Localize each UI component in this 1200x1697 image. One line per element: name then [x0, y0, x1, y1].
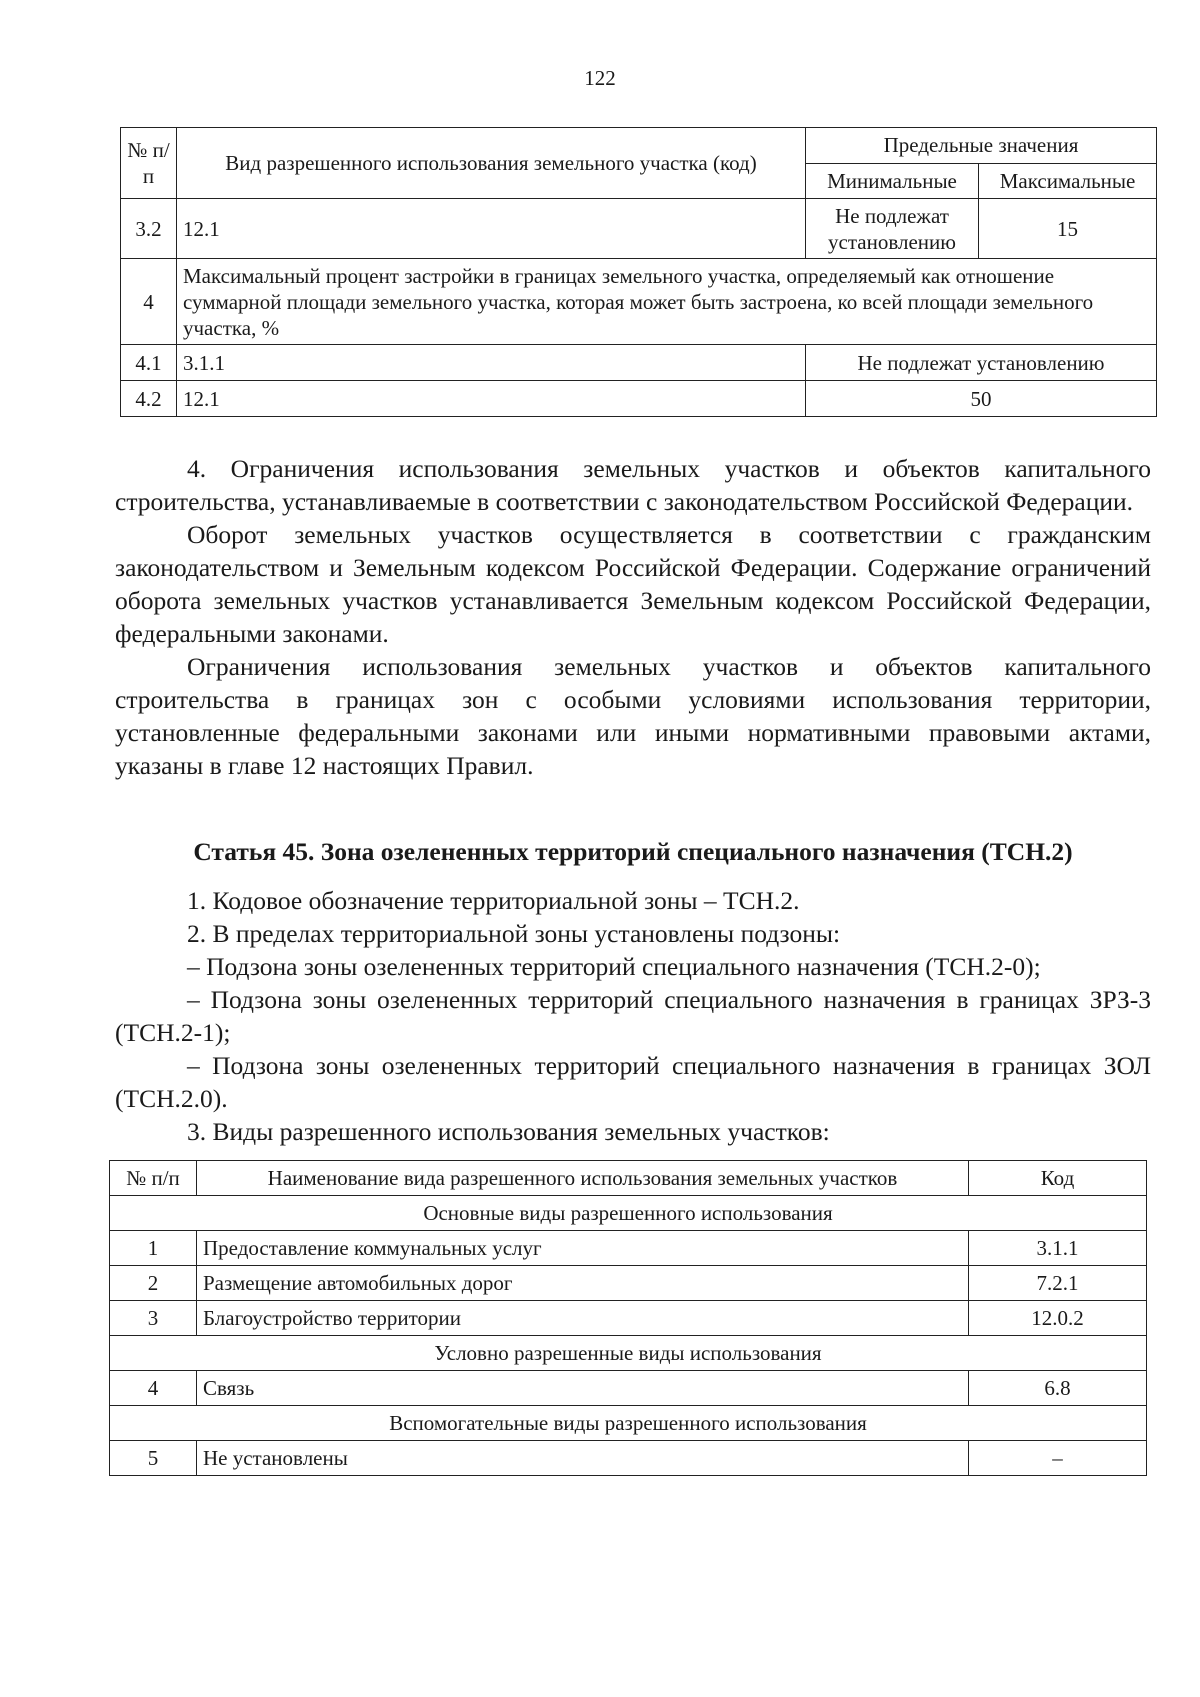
- header-name: Наименование вида разрешенного использования земельных участков: [197, 1161, 969, 1196]
- row-code: 7.2.1: [969, 1266, 1147, 1301]
- article-heading: Статья 45. Зона озелененных территорий специального назначения (ТСН.2): [193, 837, 1073, 866]
- table-row: [110, 1266, 1147, 1301]
- list-item: – Подзона зоны озелененных территорий специального назначения в границах ЗРЗ-3 (ТСН.2-1);: [115, 985, 1151, 1047]
- paragraph: Оборот земельных участков осуществляется в соответствии с гражданским законодательством и Земельным кодексом Российской Федерации. Содержание ограничений оборота земельных участков устанавливается Земельным кодексом Российской Федерации, федеральными законами.: [115, 520, 1151, 648]
- list-item: 1. Кодовое обозначение территориальной зоны – ТСН.2.: [187, 886, 800, 915]
- row-num: 2: [110, 1266, 197, 1301]
- row-name: Предоставление коммунальных услуг: [197, 1231, 969, 1266]
- row-num: 5: [110, 1441, 197, 1476]
- row-code: 12.1: [177, 199, 806, 259]
- list-item: – Подзона зоны озелененных территорий специального назначения (ТСН.2-0);: [187, 952, 1041, 981]
- section-conditional: Условно разрешенные виды использования: [110, 1336, 1147, 1371]
- row-code: 12.0.2: [969, 1301, 1147, 1336]
- header-num: № п/п: [110, 1161, 197, 1196]
- header-code: Код: [969, 1161, 1147, 1196]
- row-code: 3.1.1: [969, 1231, 1147, 1266]
- section-main: Основные виды разрешенного использования: [110, 1196, 1147, 1231]
- table-row: [121, 345, 1157, 381]
- row-description: Максимальный процент застройки в границах земельного участка, определяемый как отношение суммарной площади земельного участка, которая может быть застроена, ко всей площади земельного участка, %: [177, 259, 1157, 345]
- row-min: Не подлежат установлению: [806, 199, 979, 259]
- row-name: Благоустройство территории: [197, 1301, 969, 1336]
- article-items: [115, 884, 1151, 1148]
- header-min: Минимальные: [806, 163, 979, 199]
- row-value: 50: [806, 381, 1157, 417]
- table-row: [121, 259, 1157, 345]
- list-item: – Подзона зоны озелененных территорий специального назначения в границах ЗОЛ (ТСН.2.0).: [115, 1051, 1151, 1113]
- table-row: [121, 199, 1157, 259]
- paragraph: 4. Ограничения использования земельных участков и объектов капитального строительства, устанавливаемые в соответствии с законодательством Российской Федерации.: [115, 454, 1151, 516]
- row-name: Связь: [197, 1371, 969, 1406]
- row-num: 3.2: [121, 199, 177, 259]
- row-num: 3: [110, 1301, 197, 1336]
- row-code: –: [969, 1441, 1147, 1476]
- row-code: 12.1: [177, 381, 806, 417]
- row-name: Не установлены: [197, 1441, 969, 1476]
- row-max: 15: [979, 199, 1157, 259]
- section-auxiliary: Вспомогательные виды разрешенного использования: [110, 1406, 1147, 1441]
- header-max: Максимальные: [979, 163, 1157, 199]
- page-number: 122: [584, 66, 616, 90]
- header-limits: Предельные значения: [806, 128, 1157, 164]
- row-code: 6.8: [969, 1371, 1147, 1406]
- table-row: [110, 1301, 1147, 1336]
- limits-table: [120, 127, 1157, 417]
- header-num: № п/п: [121, 128, 177, 199]
- list-item: 2. В пределах территориальной зоны установлены подзоны:: [187, 919, 841, 948]
- row-value: Не подлежат установлению: [806, 345, 1157, 381]
- row-num: 1: [110, 1231, 197, 1266]
- table-row: [110, 1441, 1147, 1476]
- row-num: 4.2: [121, 381, 177, 417]
- table-row: [110, 1371, 1147, 1406]
- row-num: 4: [110, 1371, 197, 1406]
- row-num: 4: [121, 259, 177, 345]
- table-row: [110, 1231, 1147, 1266]
- body-paragraphs: [115, 452, 1151, 782]
- list-item: 3. Виды разрешенного использования земельных участков:: [187, 1117, 830, 1146]
- permitted-use-table: [109, 1160, 1147, 1476]
- row-num: 4.1: [121, 345, 177, 381]
- row-code: 3.1.1: [177, 345, 806, 381]
- header-kind: Вид разрешенного использования земельного участка (код): [177, 128, 806, 199]
- paragraph: Ограничения использования земельных участков и объектов капитального строительства в границах зон с особыми условиями использования территории, установленные федеральными законами или иными нормативными правовыми актами, указаны в главе 12 настоящих Правил.: [115, 652, 1151, 780]
- row-name: Размещение автомобильных дорог: [197, 1266, 969, 1301]
- table-row: [121, 381, 1157, 417]
